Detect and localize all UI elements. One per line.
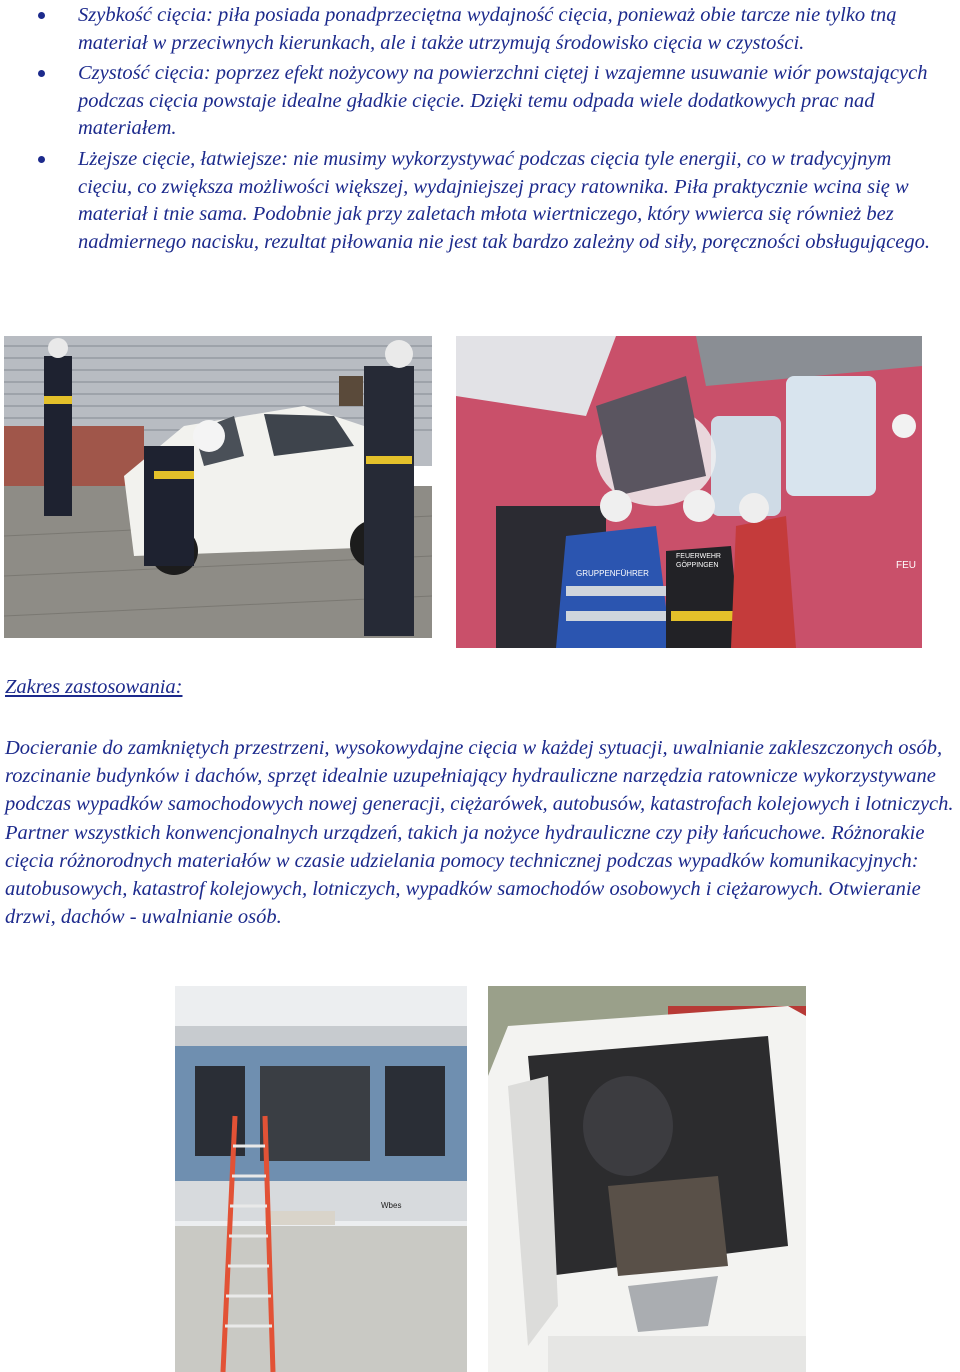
photo-car-door-cut (488, 986, 806, 1372)
bullet-text-speed: Szybkość cięcia: piła posiada ponadprzeciętna wydajność cięcia, ponieważ obie tarcze nie tylko tną materiał w przeciwnych kierunkach, ale i także utrzymują środowisko cięcia w czystości. (78, 4, 897, 54)
vest-label: GRUPPENFÜHRER (576, 569, 649, 578)
bullet-text-easier: Lżejsze cięcie, łatwiejsze: nie musimy wykorzystywać podczas cięcia tyle energii, co w tradycyjnym cięciu, co zwiększa możliwości większej, wydajniejszej pracy ratownika. Piła praktycznie wcina się w materiał i tnie sama. Podobnie jak przy zaletach młota wiertniczego, który wwierca się również bez nadmiernego nacisku, rezultat piłowania nie jest tak bardzo zależny od siły, poręczności obsługującego. (78, 147, 930, 253)
photo-train-rescue (456, 336, 922, 648)
list-item (0, 146, 960, 256)
list-item (0, 60, 960, 143)
coach-label: Wbes (381, 1201, 402, 1210)
vest-label: GÖPPINGEN (676, 562, 719, 569)
section-paragraph: Docieranie do zamkniętych przestrzeni, wysokowydajne cięcia w każdej sytuacji, uwalnianie zakleszczonych osób, rozcinanie budynków i dachów, sprzęt idealnie uzupełniający hydrauliczne narzędzia ratownicze wykorzystywane podczas wypadków samochodowych nowej generacji, ciężarówek, autobusów, katastrofach kolejowych i lotniczych. Partner wszystkich konwencjonalnych urządzeń, takich ja nożyce hydrauliczne czy piły łańcuchowe. Różnorakie cięcia różnorodnych materiałów w czasie udzielania pomocy technicznej podczas wypadków komunikacyjnych: autobusowych, katastrof kolejowych, lotniczych, wypadków samochodów osobowych i ciężarowych. Otwieranie drzwi, dachów - uwalnianie osób. (5, 737, 954, 929)
bullet-icon (38, 70, 45, 77)
bullet-text-cleanliness: Czystość cięcia: poprzez efekt nożycowy na powierzchni ciętej i wzajemne usuwanie wiór powstających podczas cięcia powstaje idealne gładkie cięcie. Dzięki temu odpada wiele dodatkowych prac nad materiałem. (78, 62, 928, 140)
section-heading: Zakres zastosowania: (5, 676, 183, 698)
photo-car-rescue (4, 336, 432, 638)
photo-rail-coach (175, 986, 467, 1372)
list-item (0, 2, 960, 57)
advantages-list (0, 0, 960, 259)
vest-label: FEUERWEHR (676, 553, 721, 560)
bullet-icon (38, 12, 45, 19)
bullet-icon (38, 156, 45, 163)
train-text: FEU (896, 560, 916, 571)
